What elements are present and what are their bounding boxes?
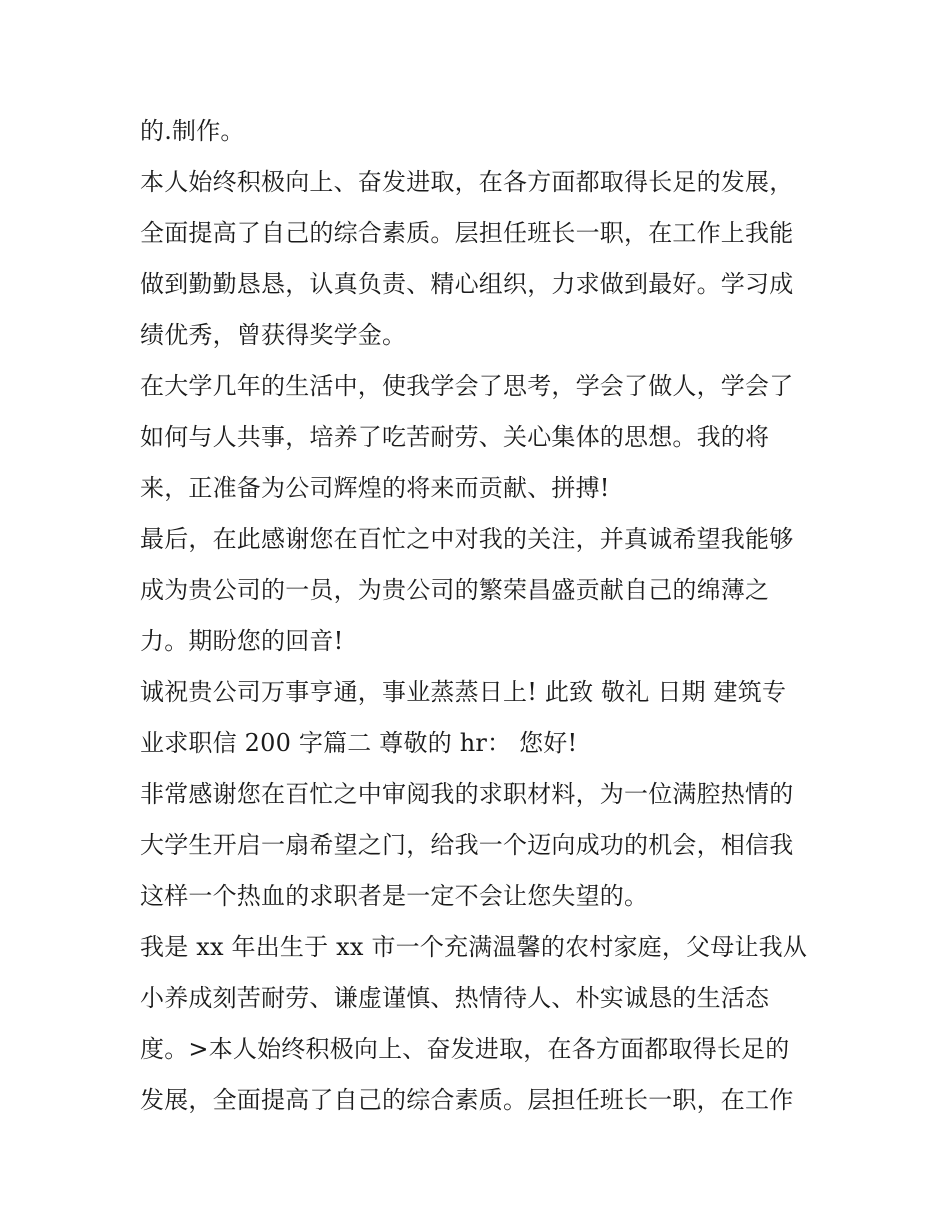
- text-line: 全面提高了自己的综合素质。层担任班长一职，在工作上我能: [140, 219, 794, 247]
- text-line: 的.制作。: [140, 117, 245, 145]
- text-line: 大学生开启一扇希望之门，给我一个迈向成功的机会，相信我: [140, 831, 794, 859]
- text-line: 绩优秀，曾获得奖学金。: [140, 321, 407, 349]
- body-text: [140, 106, 820, 1126]
- text-line: 非常感谢您在百忙之中审阅我的求职材料，为一位满腔热情的: [140, 780, 794, 808]
- text-line: 发展，全面提高了自己的综合素质。层担任班长一职，在工作: [140, 1086, 794, 1114]
- text-line: 如何与人共事，培养了吃苦耐劳、关心集体的思想。我的将: [140, 423, 770, 451]
- text-line: 在大学几年的生活中，使我学会了思考，学会了做人，学会了: [140, 372, 794, 400]
- text-line: 来，正准备为公司辉煌的将来而贡献、拼搏!: [140, 474, 610, 502]
- text-line: 本人始终积极向上、奋发进取，在各方面都取得长足的发展，: [140, 168, 794, 196]
- text-line: 我是 xx 年出生于 xx 市一个充满温馨的农村家庭，父母让我从: [140, 933, 808, 961]
- text-line: 最后，在此感谢您在百忙之中对我的关注，并真诚希望我能够: [140, 525, 794, 553]
- text-line: 力。期盼您的回音!: [140, 627, 344, 655]
- text-line: 业求职信 200 字篇二 尊敬的 hr： 您好!: [140, 729, 578, 757]
- text-line: 度。>本人始终积极向上、奋发进取，在各方面都取得长足的: [140, 1035, 790, 1063]
- text-line: 做到勤勤恳恳，认真负责、精心组织，力求做到最好。学习成: [140, 270, 794, 298]
- text-line: 成为贵公司的一员，为贵公司的繁荣昌盛贡献自己的绵薄之: [140, 576, 770, 604]
- text-line: 诚祝贵公司万事亨通，事业蒸蒸日上! 此致 敬礼 日期 建筑专: [140, 678, 787, 706]
- text-line: 小养成刻苦耐劳、谦虚谨慎、热情待人、朴实诚恳的生活态: [140, 984, 770, 1012]
- text-line: 这样一个热血的求职者是一定不会让您失望的。: [140, 882, 649, 910]
